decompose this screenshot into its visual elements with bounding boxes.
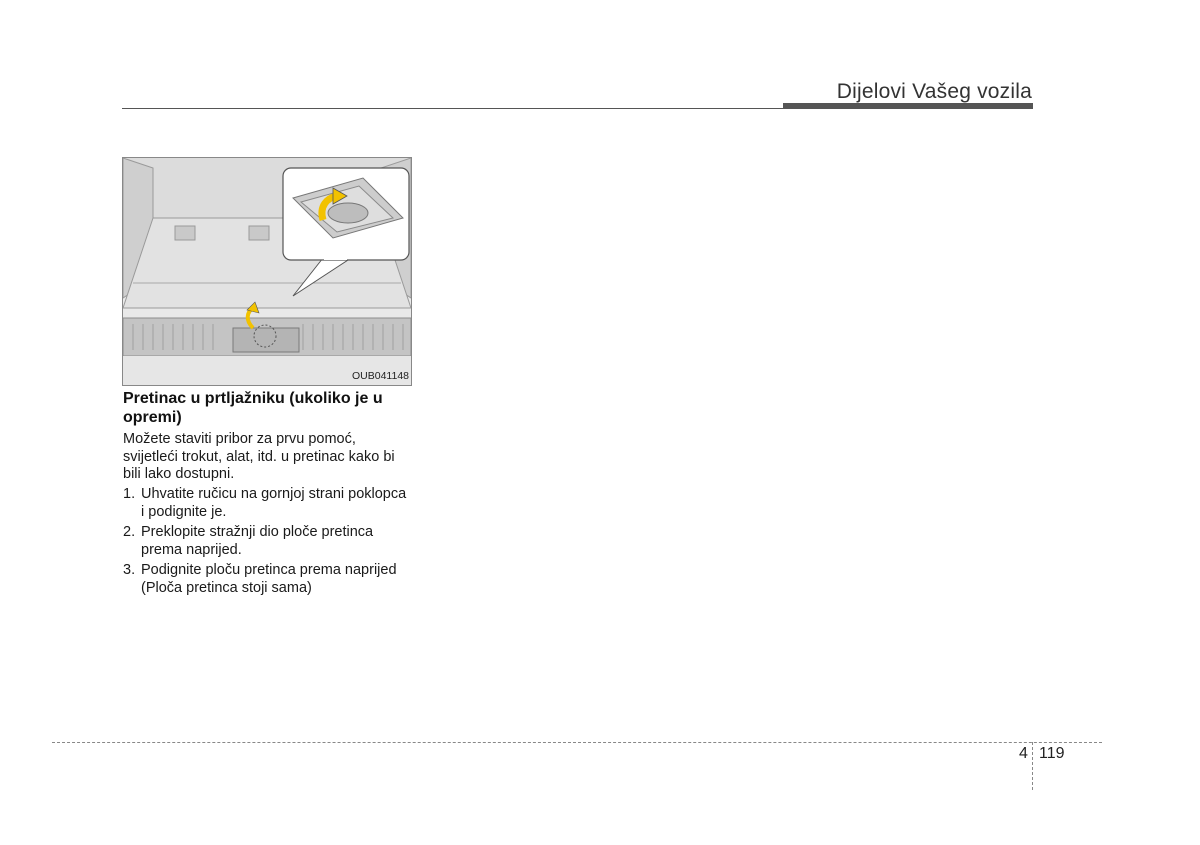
section-heading: Pretinac u prtljažniku (ukoliko je u opremi) <box>123 390 383 426</box>
step-text: Podignite ploču pretinca prema naprijed (Ploča pretinca stoji sama) <box>141 562 397 596</box>
chapter-number: 4 <box>1019 745 1028 762</box>
page-number: 119 <box>1039 745 1065 762</box>
footer-divider <box>52 742 1102 743</box>
header-accent-bar <box>783 103 1033 109</box>
cargo-compartment-illustration <box>122 157 412 386</box>
list-item <box>123 486 413 521</box>
list-item <box>123 562 413 597</box>
step-number: 3. <box>123 562 136 578</box>
step-text: Preklopite stražnji dio ploče pretinca prema naprijed. <box>141 524 374 558</box>
page-header-title: Dijelovi Vašeg vozila <box>836 80 1032 103</box>
step-text: Uhvatite ručicu na gornjoj strani poklopca i podignite je. <box>141 486 407 520</box>
section-intro: Možete staviti pribor za prvu pomoć, svijetleći trokut, alat, itd. u pretinac kako bi bili lako dostupni. <box>123 431 395 482</box>
figure-code: OUB041148 <box>351 370 409 382</box>
footer-vertical-divider <box>1032 742 1033 790</box>
step-number: 2. <box>123 524 136 540</box>
step-number: 1. <box>123 486 136 502</box>
list-item <box>123 524 413 559</box>
steps-list <box>123 486 413 600</box>
cargo-area-drawing <box>123 158 411 385</box>
